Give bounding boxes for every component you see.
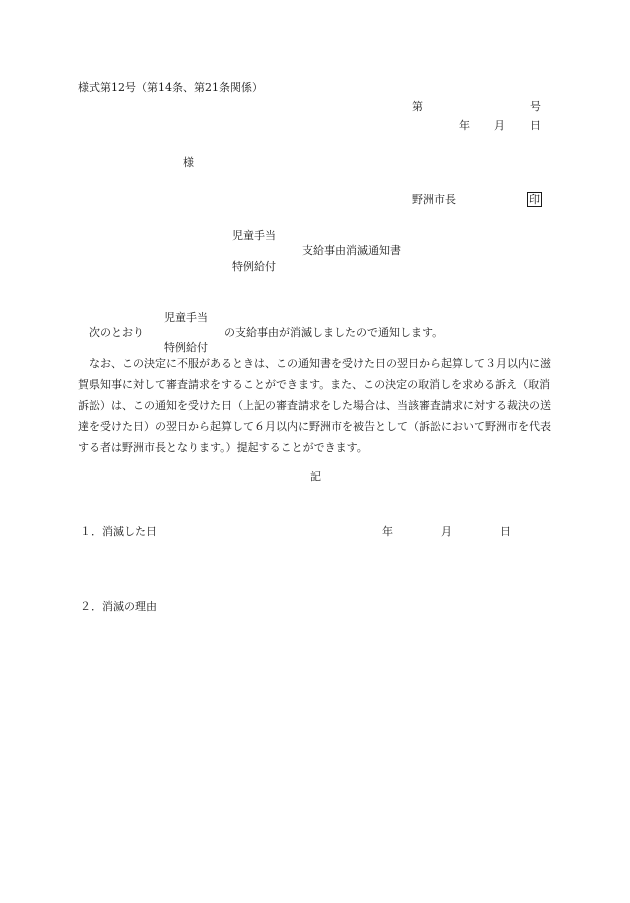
issuer-name: 野洲市長: [412, 193, 456, 206]
item-cessation-reason-label: ２．消滅の理由: [80, 600, 157, 613]
title-option-special: 特例給付: [232, 260, 276, 273]
form-number: 様式第12号（第14条、第21条関係）: [78, 81, 263, 94]
doc-number-prefix: 第: [412, 100, 423, 113]
appeal-notice: なお、この決定に不服があるときは、この通知書を受けた日の翌日から起算して３月以内に滋賀県知事に対して審査請求をすることができます。また、この決定の取消しを求める訴え（取消訴訟）は、この通知を受けた日（上記の審査請求をした場合は、当該審査請求に対する裁決の送達を受けた日）の翌日から起算して６月以内に野洲市を被告として（訴訟において野洲市を代表する者は野洲市長となります。）提起することができます。: [78, 357, 551, 454]
recipient-honorific: 様: [183, 156, 194, 169]
item-cessation-month: 月: [441, 525, 452, 538]
body-continuation: の支給事由が消滅しましたので通知します。: [224, 326, 444, 339]
doc-number-suffix: 号: [530, 100, 541, 113]
date-month: 月: [494, 119, 505, 132]
document-title: 支給事由消滅通知書: [302, 244, 401, 257]
seal-stamp: 印: [529, 193, 540, 206]
body-option-special: 特例給付: [164, 341, 208, 354]
record-heading: 記: [310, 470, 321, 483]
title-option-allowance: 児童手当: [232, 229, 276, 242]
body-option-allowance: 児童手当: [164, 311, 208, 324]
item-cessation-day: 日: [500, 525, 511, 538]
date-day: 日: [530, 119, 541, 132]
item-cessation-date-label: １．消滅した日: [80, 525, 157, 538]
date-year: 年: [459, 119, 470, 132]
item-cessation-year: 年: [382, 525, 393, 538]
body-lead: 次のとおり: [89, 326, 144, 339]
